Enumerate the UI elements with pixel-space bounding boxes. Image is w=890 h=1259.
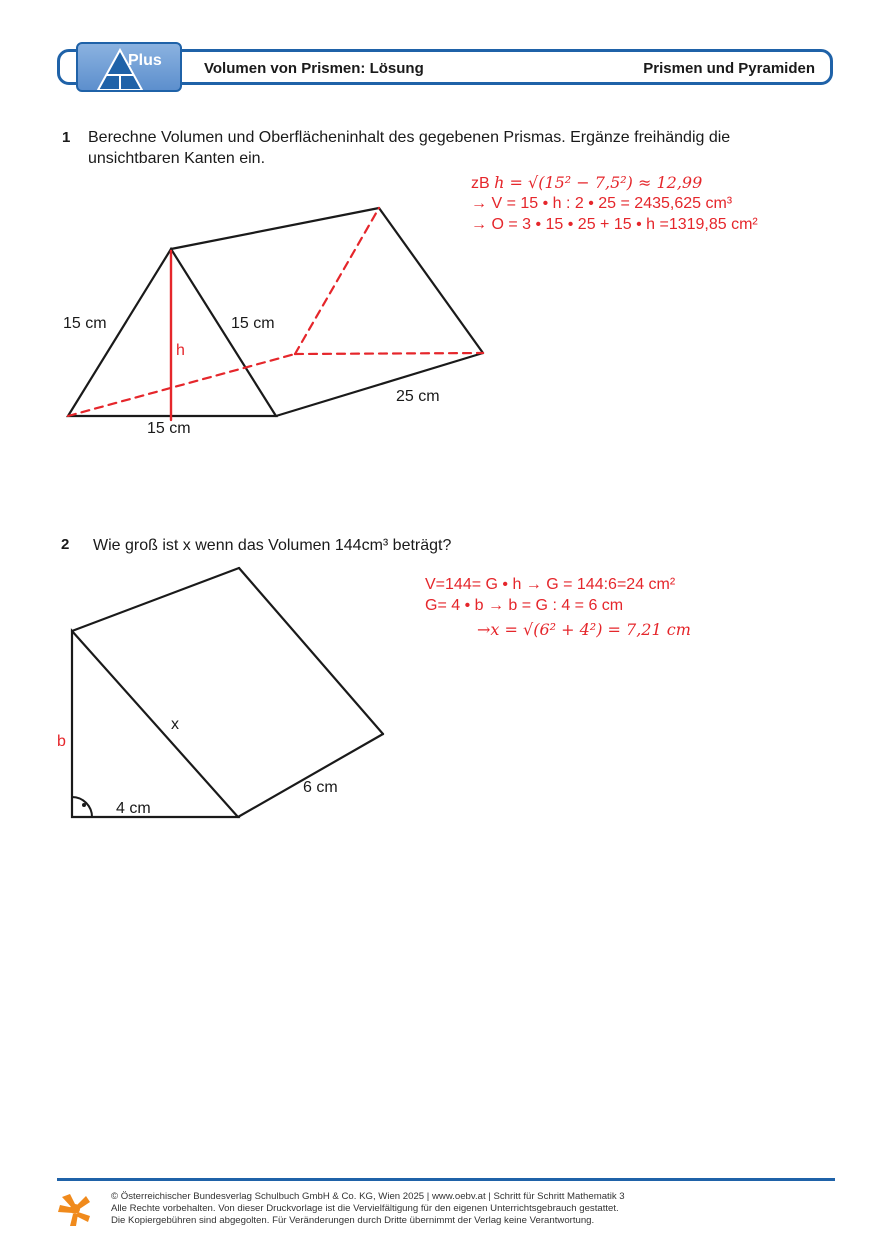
footer-line-1: © Österreichischer Bundesverlag Schulbuch GmbH & Co. KG, Wien 2025 | www.oebv.at | Schritt für Schritt Mathematik 3 <box>111 1191 625 1202</box>
label-hypotenuse: x <box>171 716 179 733</box>
solution-height-formula: h = √(15² − 7,5²) ≈ 12,99 <box>494 173 703 192</box>
task-2-solution-line3: →x = √(6² + 4²) = 7,21 cm <box>477 620 691 639</box>
task-1-solution-volume: → V = 15 • h : 2 • 25 = 2435,625 cm³ <box>471 195 733 212</box>
hidden-edge-back-bottom <box>295 353 483 354</box>
task-2-solution-line2: G= 4 • b → b = G : 4 = 6 cm <box>425 597 624 614</box>
hidden-edge-back-left <box>295 208 379 354</box>
label-base: 15 cm <box>147 420 191 437</box>
footer-copyright <box>111 1191 625 1227</box>
prism2-front-triangle <box>72 631 238 817</box>
task-2-solution-line1: V=144= G • h → G = 144:6=24 cm² <box>425 576 676 593</box>
right-angle-marker-icon <box>72 797 92 817</box>
prism-top-edge <box>171 208 379 249</box>
hidden-edge-bottom-left <box>68 354 295 416</box>
plus-badge-label: Plus <box>128 52 162 69</box>
task-1-number: 1 <box>62 129 71 146</box>
label-left-side: 15 cm <box>63 315 107 332</box>
label-horizontal-leg: 4 cm <box>116 800 151 817</box>
prism-bottom-right-edge <box>276 353 483 416</box>
footer-line-2: Alle Rechte vorbehalten. Von dieser Druckvorlage ist die Vervielfältigung für den eigenen Unterrichtsgebrauch gestattet. <box>111 1203 619 1214</box>
prism-back-right-edge <box>379 208 483 353</box>
label-height: h <box>176 342 185 359</box>
task-1-text-line2: unsichtbaren Kanten ein. <box>88 150 266 167</box>
chapter-topic: Prismen und Pyramiden <box>643 60 815 77</box>
label-prism-length: 6 cm <box>303 779 338 796</box>
task-1-text-line1: Berechne Volumen und Oberflächeninhalt des gegebenen Prismas. Ergänze freihändig die <box>88 129 731 146</box>
footer-line-3: Die Kopiergebühren sind abgegolten. Für Veränderungen durch Dritte übernimmt der Verlag keine Verantwortung. <box>111 1215 595 1226</box>
task-1-solution-surface: → O = 3 • 15 • 25 + 15 • h =1319,85 cm² <box>471 216 758 233</box>
footer-divider <box>57 1178 835 1181</box>
publisher-logo-icon <box>58 1194 90 1226</box>
prism2-top-edge <box>72 568 239 631</box>
page-title: Volumen von Prismen: Lösung <box>204 60 424 77</box>
label-right-side: 15 cm <box>231 315 275 332</box>
prism2-back-edge <box>239 568 383 734</box>
task-2-number: 2 <box>61 536 70 553</box>
label-vertical-leg: b <box>57 733 66 750</box>
right-angle-dot <box>82 803 86 807</box>
task-2-text: Wie groß ist x wenn das Volumen 144cm³ beträgt? <box>93 537 452 554</box>
solution-prefix: zB <box>471 175 495 192</box>
prism2-bottom-edge <box>238 734 383 817</box>
label-length: 25 cm <box>396 388 440 405</box>
